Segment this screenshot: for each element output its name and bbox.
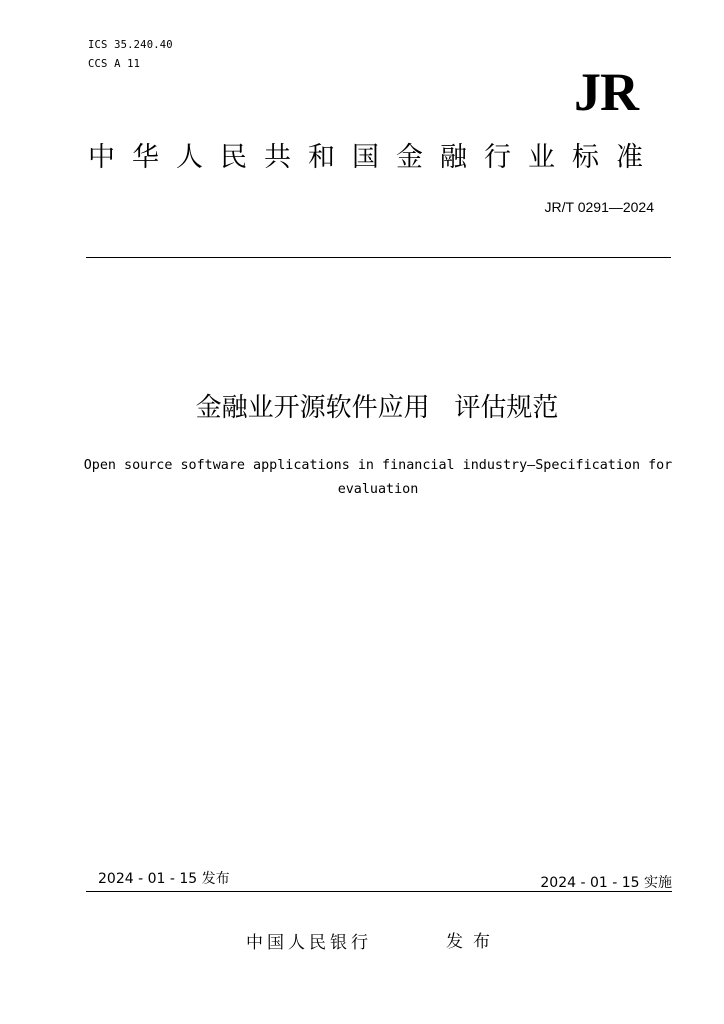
footer-divider (86, 891, 672, 892)
implementation-date: 2024 - 01 - 15 实施 (540, 875, 672, 891)
document-title-chinese: 金融业开源软件应用 评估规范 (195, 393, 559, 423)
header-divider (86, 257, 671, 258)
standard-number: JR/T 0291—2024 (544, 199, 654, 215)
issue-action: 发布 (446, 932, 500, 952)
standard-category-title: 中华人民共和国金融行业标准 (88, 142, 660, 173)
ics-code: ICS 35.240.40 (88, 39, 173, 51)
document-title-english: Open source software applications in financial industry—Specification for evaluation (83, 458, 673, 497)
release-date: 2024 - 01 - 15 发布 (98, 871, 230, 887)
jr-logo: JR (574, 62, 638, 122)
issuer-name: 中国人民银行 (246, 933, 372, 953)
ccs-code: CCS A 11 (88, 58, 141, 70)
